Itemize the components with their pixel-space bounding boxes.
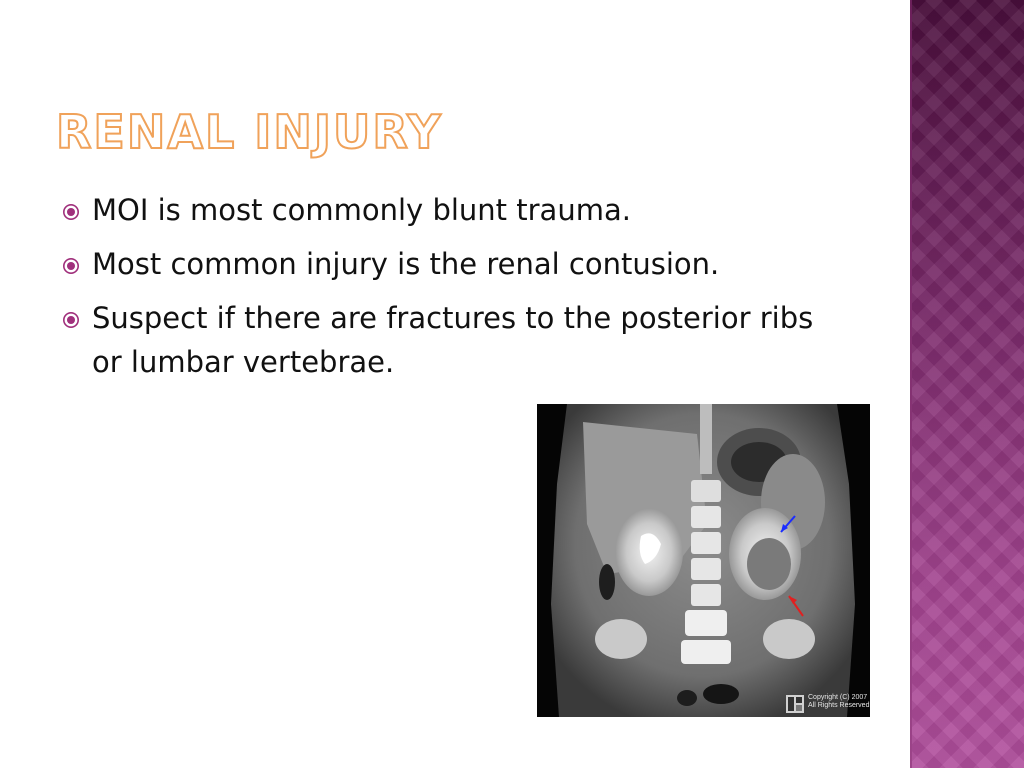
radio-bullet-icon: [62, 311, 80, 329]
copyright-line-2: All Rights Reserved: [808, 702, 870, 709]
bullet-text: Suspect if there are fractures to the posterior ribs or lumbar vertebrae.: [92, 301, 814, 379]
bullet-text: MOI is most commonly blunt trauma.: [92, 193, 631, 227]
bullet-item: [62, 296, 822, 384]
bullet-item: [62, 188, 822, 232]
copyright-text: [808, 694, 869, 710]
slide-title: RENAL INJURY: [56, 105, 443, 159]
bullet-text: Most common injury is the renal contusion.: [92, 247, 720, 281]
bullet-item: [62, 242, 822, 286]
radio-bullet-icon: [62, 203, 80, 221]
bullet-list: [62, 188, 822, 394]
radio-bullet-icon: [62, 257, 80, 275]
copyright-logo-icon: [786, 695, 804, 713]
decorative-side-band: [912, 0, 1024, 768]
copyright-line-1: Copyright (C) 2007: [808, 694, 868, 701]
ct-scan-image: [537, 404, 870, 717]
